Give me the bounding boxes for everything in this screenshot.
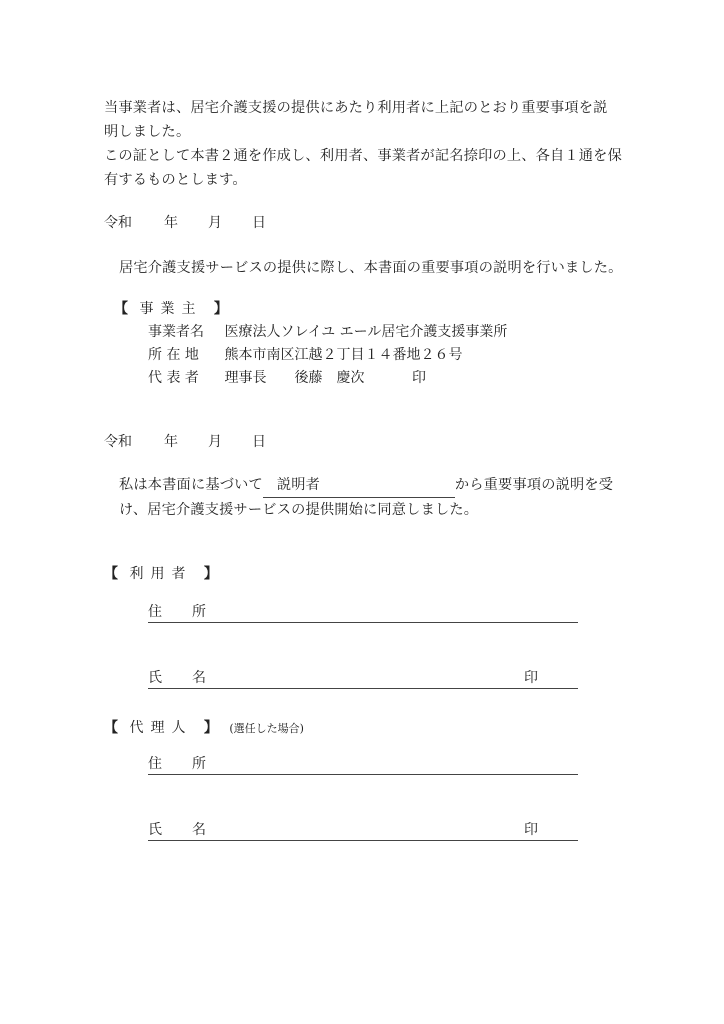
address-label-1: 住	[148, 756, 162, 772]
provider-row-representative	[148, 367, 426, 387]
date-month: 月	[208, 434, 222, 450]
seal-mark: 印	[524, 670, 538, 686]
seal-mark: 印	[524, 822, 538, 838]
user-heading-label: 利用者	[129, 566, 193, 582]
intro-line: 当事業者は、居宅介護支援の提供にあたり利用者に上記のとおり重要事項を説	[104, 100, 608, 116]
date-line-1	[104, 212, 304, 232]
name-label-1: 氏	[148, 670, 162, 686]
provider-heading	[114, 298, 228, 318]
address-label-2: 所	[192, 604, 206, 620]
agent-note: (選任した場合)	[229, 722, 304, 735]
explainer-field[interactable]	[263, 473, 455, 498]
intro-line: 明しました。	[104, 124, 191, 140]
name-label-2: 名	[192, 670, 206, 686]
date-era: 令和	[104, 434, 132, 450]
bracket-open: 【	[104, 566, 118, 582]
consent-statement	[119, 473, 613, 522]
address-label-1: 住	[148, 604, 162, 620]
agent-heading	[104, 717, 304, 737]
date-line-2	[104, 431, 304, 451]
intro-line: この証として本書２通を作成し、利用者、事業者が記名捺印の上、各自１通を保	[104, 148, 622, 164]
provider-value: 医療法人ソレイユ エール居宅介護支援事業所	[224, 324, 508, 340]
agent-address-field[interactable]	[148, 752, 578, 775]
provider-row-address	[148, 344, 462, 364]
intro-line: 有するものとします。	[104, 172, 247, 188]
explanation-statement: 居宅介護支援サービスの提供に際し、本書面の重要事項の説明を行いました。	[119, 260, 623, 276]
bracket-open: 【	[114, 301, 128, 317]
bracket-close: 】	[203, 720, 218, 736]
consent-prefix: 私は本書面に基づいて	[119, 477, 263, 493]
agent-heading-label: 代理人	[129, 720, 193, 736]
address-label-2: 所	[192, 756, 206, 772]
name-label-2: 名	[192, 822, 206, 838]
intro-paragraph	[104, 96, 622, 192]
consent-suffix: から重要事項の説明を受	[454, 477, 614, 493]
provider-heading-label: 事業主	[139, 301, 203, 317]
date-day: 日	[252, 434, 266, 450]
date-year: 年	[164, 215, 178, 231]
provider-value: 熊本市南区江越２丁目１４番地２６号	[224, 347, 463, 363]
provider-label: 代 表 者	[148, 370, 199, 386]
user-address-field[interactable]	[148, 600, 578, 623]
date-day: 日	[252, 215, 266, 231]
provider-label: 所 在 地	[148, 347, 199, 363]
name-label-1: 氏	[148, 822, 162, 838]
date-year: 年	[164, 434, 178, 450]
consent-line-2: け、居宅介護支援サービスの提供開始に同意しました。	[119, 502, 479, 518]
agent-name-field[interactable]	[148, 818, 578, 841]
user-name-field[interactable]	[148, 666, 578, 689]
provider-row-name	[148, 321, 507, 341]
bracket-close: 】	[203, 566, 218, 582]
date-era: 令和	[104, 215, 132, 231]
user-heading	[104, 563, 218, 583]
date-month: 月	[208, 215, 222, 231]
provider-value: 理事長 後藤 慶次	[224, 370, 365, 386]
bracket-open: 【	[104, 720, 118, 736]
provider-label: 事業者名	[148, 324, 204, 340]
bracket-close: 】	[213, 301, 228, 317]
explainer-label: 説明者	[276, 477, 321, 493]
seal-mark: 印	[412, 370, 426, 386]
